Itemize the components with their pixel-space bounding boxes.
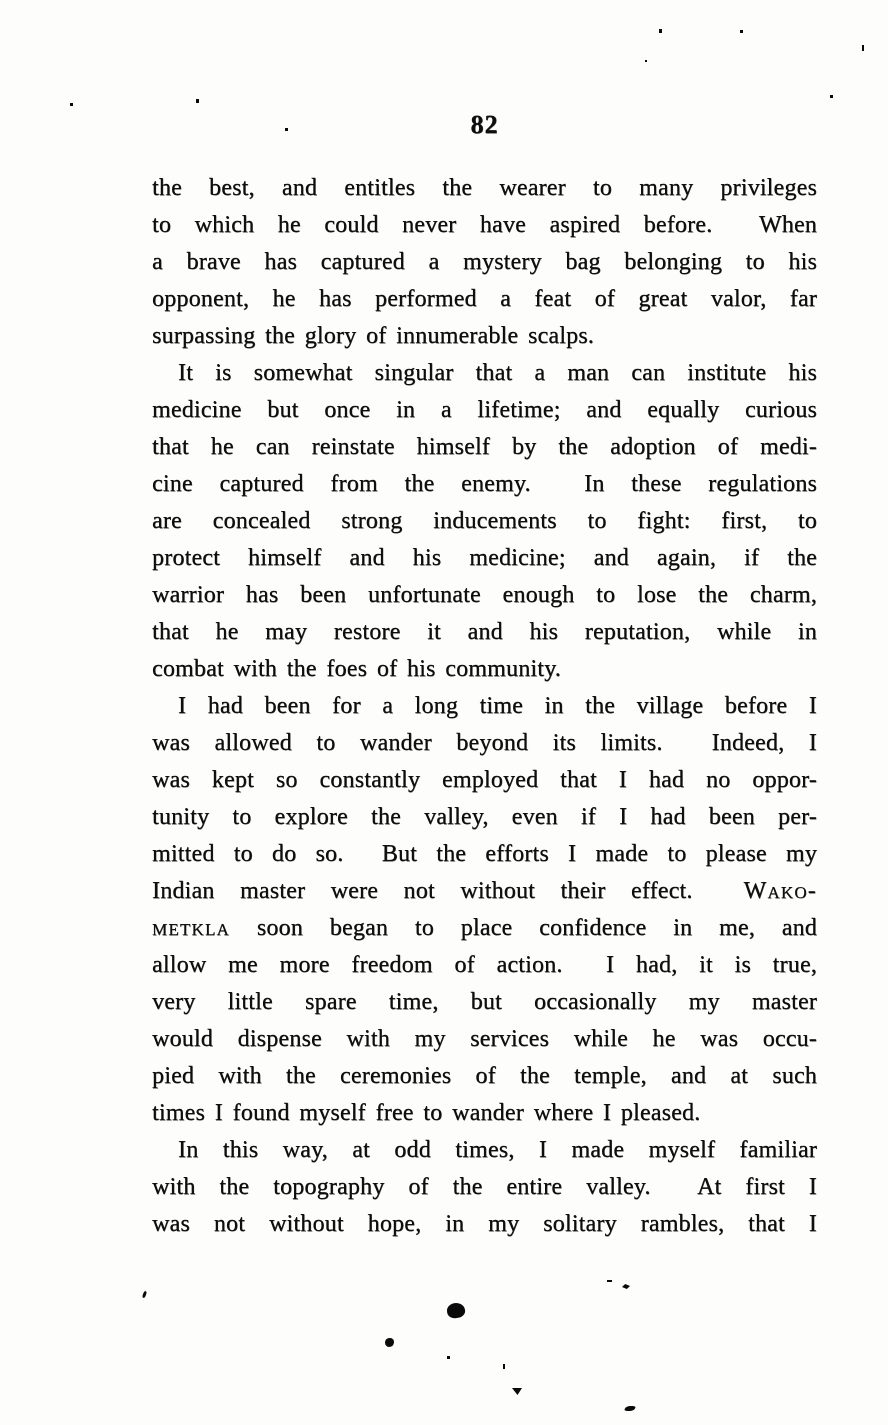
text-line bbox=[152, 170, 817, 207]
ink-mark bbox=[512, 1388, 522, 1395]
text-segment: are concealed strong inducements to fight: first, to bbox=[152, 508, 817, 534]
text-line bbox=[152, 984, 817, 1021]
text-line bbox=[152, 1206, 817, 1243]
text-line bbox=[152, 429, 817, 466]
ink-blob bbox=[446, 1302, 466, 1319]
text-line bbox=[152, 688, 817, 725]
text-line bbox=[152, 392, 817, 429]
text-segment: would dispense with my services while he was occu- bbox=[152, 1026, 817, 1052]
text-segment: soon began to place confidence in me, and bbox=[230, 915, 817, 941]
ink-blob bbox=[385, 1338, 394, 1347]
text-block bbox=[152, 170, 817, 1243]
scan-speck bbox=[862, 45, 864, 51]
scan-speck bbox=[196, 99, 199, 103]
text-line bbox=[152, 503, 817, 540]
text-line bbox=[152, 1095, 817, 1132]
text-line bbox=[152, 1058, 817, 1095]
text-segment: opponent, he has performed a feat of great valor, far bbox=[152, 286, 817, 312]
scan-speck bbox=[142, 1291, 147, 1299]
text-segment: with the topography of the entire valley. At first I bbox=[152, 1174, 817, 1200]
scan-speck bbox=[659, 29, 662, 33]
text-line bbox=[152, 1132, 817, 1169]
text-segment: warrior has been unfortunate enough to lose the charm, bbox=[152, 582, 817, 608]
text-segment: medicine but once in a lifetime; and equally curious bbox=[152, 397, 817, 423]
text-line bbox=[152, 466, 817, 503]
text-segment: a brave has captured a mystery bag belonging to his bbox=[152, 249, 817, 275]
text-line bbox=[152, 1021, 817, 1058]
paragraph bbox=[152, 688, 817, 1132]
ink-mark bbox=[624, 1406, 637, 1411]
text-segment: the best, and entitles the wearer to many privileges bbox=[152, 175, 817, 201]
text-segment: allow me more freedom of action. I had, it is true, bbox=[152, 952, 817, 978]
text-segment: surpassing the glory of innumerable scalps. bbox=[152, 323, 595, 349]
text-segment: I had been for a long time in the village before I bbox=[178, 693, 817, 719]
text-line bbox=[152, 281, 817, 318]
text-segment: that he may restore it and his reputation, while in bbox=[152, 619, 817, 645]
text-line bbox=[152, 873, 817, 910]
scan-speck bbox=[447, 1356, 450, 1359]
paragraph bbox=[152, 1132, 817, 1243]
text-line bbox=[152, 577, 817, 614]
scan-speck bbox=[70, 103, 73, 106]
ink-mark bbox=[607, 1280, 612, 1282]
text-line bbox=[152, 207, 817, 244]
text-line bbox=[152, 1169, 817, 1206]
paragraph bbox=[152, 355, 817, 688]
scan-speck bbox=[645, 60, 647, 62]
scan-speck bbox=[830, 95, 833, 98]
ink-mark bbox=[622, 1284, 630, 1289]
scan-speck bbox=[740, 30, 743, 33]
text-segment: times I found myself free to wander where I pleased. bbox=[152, 1100, 701, 1126]
text-segment: was not without hope, in my solitary rambles, that I bbox=[152, 1211, 817, 1237]
text-segment: tunity to explore the valley, even if I had been per- bbox=[152, 804, 817, 830]
text-segment: that he can reinstate himself by the adoption of medi- bbox=[152, 434, 817, 460]
text-segment: pied with the ceremonies of the temple, and at such bbox=[152, 1063, 817, 1089]
text-line bbox=[152, 651, 817, 688]
text-segment: mitted to do so. But the efforts I made to please my bbox=[152, 841, 817, 867]
text-line bbox=[152, 725, 817, 762]
text-segment: protect himself and his medicine; and again, if the bbox=[152, 545, 817, 571]
page-number: 82 bbox=[470, 110, 499, 139]
text-segment: Indian master were not without their effect. bbox=[152, 878, 744, 904]
text-line bbox=[152, 614, 817, 651]
text-line bbox=[152, 836, 817, 873]
small-caps-text: Wako- bbox=[743, 878, 817, 904]
text-line bbox=[152, 318, 817, 355]
text-segment: In this way, at odd times, I made myself familiar bbox=[178, 1137, 817, 1163]
text-line bbox=[152, 947, 817, 984]
text-segment: to which he could never have aspired before. When bbox=[152, 212, 817, 238]
scan-speck bbox=[503, 1364, 505, 1369]
text-segment: was kept so constantly employed that I had no oppor- bbox=[152, 767, 817, 793]
text-line bbox=[152, 910, 817, 947]
small-caps-text: metkla bbox=[152, 915, 231, 941]
text-segment: was allowed to wander beyond its limits. Indeed, I bbox=[152, 730, 817, 756]
text-segment: very little spare time, but occasionally my master bbox=[152, 989, 817, 1015]
text-line bbox=[152, 540, 817, 577]
text-line bbox=[152, 355, 817, 392]
scan-speck bbox=[285, 128, 288, 131]
paragraph bbox=[152, 170, 817, 355]
text-line bbox=[152, 762, 817, 799]
text-segment: cine captured from the enemy. In these regulations bbox=[152, 471, 817, 497]
text-line bbox=[152, 244, 817, 281]
text-segment: It is somewhat singular that a man can institute his bbox=[178, 360, 817, 386]
text-segment: combat with the foes of his community. bbox=[152, 656, 561, 682]
text-line bbox=[152, 799, 817, 836]
